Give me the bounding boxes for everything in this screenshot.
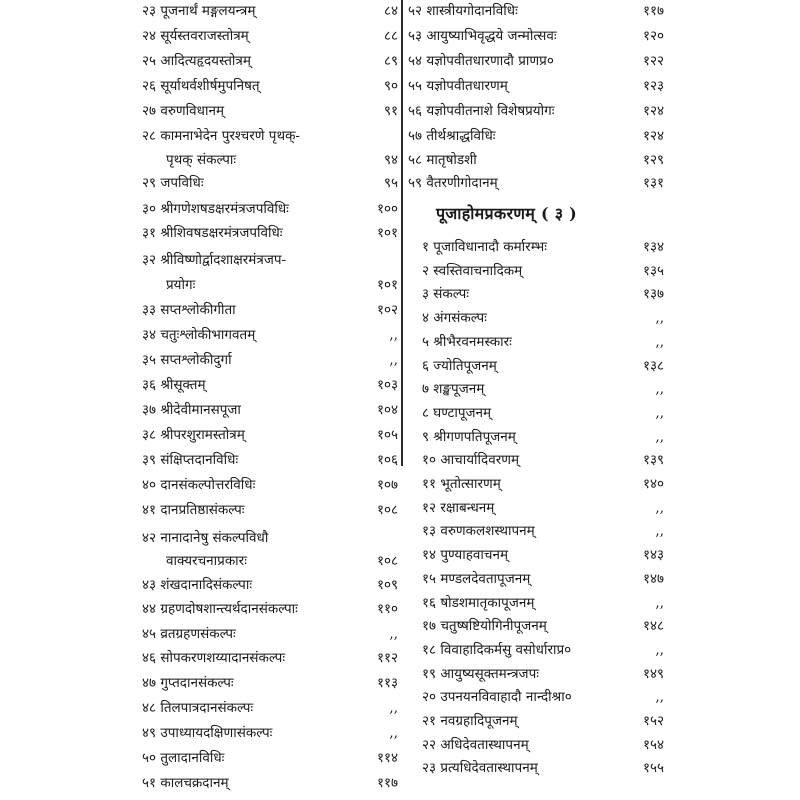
toc-entry-page: ,, (389, 352, 398, 368)
toc-entry-title: २६ सूर्याथर्वशीर्षमुपनिषत् (142, 78, 260, 94)
toc-entry-title: १८ विवाहादिकर्मसु वसोर्धाराप्र० (422, 642, 572, 658)
toc-entry-title: २५ आदित्यहृदयस्तोत्रम् (142, 53, 251, 69)
toc-entry-page: ,, (655, 595, 664, 611)
toc-entry-page: ,, (655, 310, 664, 326)
toc-entry (108, 326, 398, 344)
toc-entry-page: ११७ (376, 775, 398, 791)
toc-entry-title: ११ भूतोत्सारणम् (422, 476, 501, 492)
toc-entry (408, 546, 664, 564)
toc-entry (408, 665, 664, 683)
toc-entry (108, 501, 398, 519)
toc-entry (108, 529, 398, 547)
toc-entry (408, 570, 664, 588)
toc-entry-page: १०८ (376, 553, 398, 569)
toc-entry (108, 451, 398, 469)
toc-entry-page: १३९ (642, 452, 664, 468)
toc-entry (408, 522, 664, 540)
toc-entry-page: १०३ (376, 377, 398, 393)
toc-entry (408, 594, 664, 612)
toc-entry-page: १०९ (376, 577, 398, 593)
toc-entry (408, 451, 664, 469)
toc-entry-title: ४९ उपाध्यायदक्षिणासंकल्पः (142, 725, 273, 741)
toc-entry (408, 262, 664, 280)
toc-entry-title: ४३ शंखदानादिसंकल्पाः (142, 577, 253, 593)
toc-entry-page: ,, (389, 626, 398, 642)
toc-entry (108, 102, 398, 120)
toc-entry-page: ११४ (376, 750, 398, 766)
toc-entry-title: प्रयोगः (166, 277, 196, 293)
toc-entry-page: ,, (655, 500, 664, 516)
toc-entry-title: ५२ शास्त्रीयगोदानविधिः (408, 3, 518, 19)
toc-entry (108, 351, 398, 369)
toc-entry-page: ८४ (383, 3, 398, 19)
toc-entry (408, 428, 664, 446)
toc-entry-page: १२० (642, 28, 664, 44)
toc-entry-title: वाक्यरचनाप्रकारः (166, 553, 247, 569)
toc-entry-page: ,, (655, 429, 664, 445)
toc-entry-page: १०१ (376, 277, 398, 293)
toc-entry-title: पृथक् संकल्पाः (166, 152, 237, 168)
toc-entry-title: ५५ यज्ञोपवीतधारणम् (408, 78, 508, 94)
toc-entry (408, 759, 664, 777)
toc-entry-title: ४१ दानप्रतिष्ठासंकल्पः (142, 502, 245, 518)
toc-entry-title: १३ वरुणकलशस्थापनम् (422, 523, 535, 539)
toc-entry-title: ५७ तीर्थश्राद्धविधिः (408, 128, 496, 144)
toc-entry-title: १ पूजाविधानादौ कर्मारम्भः (422, 239, 547, 255)
toc-entry (108, 426, 398, 444)
toc-entry (408, 285, 664, 303)
toc-entry-page: १५२ (642, 713, 664, 729)
toc-entry-page: १४८ (642, 618, 664, 634)
toc-entry-page: ,, (655, 405, 664, 421)
toc-entry-page: १४३ (642, 547, 664, 563)
toc-entry-title: ५४ यज्ञोपवीतधारणादौ प्राणप्र० (408, 53, 554, 69)
toc-entry (408, 333, 664, 351)
toc-entry-page: १२४ (642, 103, 664, 119)
toc-entry-page: ९० (383, 78, 398, 94)
toc-entry-page: १२३ (642, 78, 664, 94)
toc-entry (108, 674, 398, 692)
toc-entry-title: २३ प्रत्यधिदेवतास्थापनम् (422, 760, 538, 776)
toc-entry (108, 774, 398, 792)
toc-entry-page: १३७ (642, 286, 664, 302)
toc-entry (108, 724, 398, 742)
toc-entry-page: ,, (655, 642, 664, 658)
toc-entry (108, 251, 398, 269)
toc-entry (408, 357, 664, 375)
toc-entry (108, 600, 398, 618)
toc-entry (408, 499, 664, 517)
toc-entry-title: ५ श्रीभैरवनमस्कारः (422, 334, 512, 350)
toc-entry (408, 102, 664, 120)
toc-entry (108, 749, 398, 767)
toc-entry-title: ४८ तिलपात्रदानसंकल्पः (142, 700, 254, 716)
toc-entry-title: ३९ संक्षिप्तदानविधिः (142, 452, 239, 468)
toc-entry-title: ८ घण्टापूजनम् (422, 405, 492, 421)
toc-entry-title: ५३ आयुष्याभिवृद्धये जन्मोत्सवः (408, 28, 557, 44)
toc-entry-title: ४७ गुप्तदानसंकल्पः (142, 675, 234, 691)
toc-entry-page: १२२ (642, 53, 664, 69)
toc-entry-page: ,, (655, 334, 664, 350)
toc-entry-page: १३५ (642, 263, 664, 279)
toc-entry-title: १६ षोडशमातृकापूजनम् (422, 595, 535, 611)
toc-entry-title: ७ शङ्खपूजनम् (422, 381, 485, 397)
toc-entry (408, 475, 664, 493)
toc-entry (108, 200, 398, 218)
toc-entry (108, 52, 398, 70)
toc-entry-page: ,, (389, 725, 398, 741)
column-divider (401, 0, 403, 466)
toc-entry-page: १४९ (642, 666, 664, 682)
toc-entry (408, 380, 664, 398)
toc-entry (108, 552, 398, 570)
toc-entry-page: ११२ (376, 650, 398, 666)
toc-entry-page: ९४ (383, 152, 398, 168)
toc-entry-title: ३५ सप्तश्लोकीदुर्गा (142, 352, 232, 368)
toc-entry-title: १० आचार्यादिवरणम् (422, 452, 520, 468)
toc-entry (408, 77, 664, 95)
toc-entry (108, 401, 398, 419)
toc-entry-title: ३६ श्रीसूक्तम् (142, 377, 206, 393)
toc-entry-title: ४२ नानादानेषु संकल्पविधौ (142, 530, 269, 546)
toc-entry (408, 736, 664, 754)
toc-entry-page: ११० (376, 601, 398, 617)
toc-entry-page: १०४ (376, 402, 398, 418)
toc-entry-page: १२४ (642, 128, 664, 144)
toc-entry-title: ५९ वैतरणीगोदानम् (408, 175, 498, 191)
toc-entry-title: २३ पूजनार्थं मङ्गलयन्त्रम् (142, 3, 256, 19)
toc-entry (108, 2, 398, 20)
toc-entry (408, 641, 664, 659)
toc-entry-title: २ स्वस्तिवाचनादिकम् (422, 263, 523, 279)
toc-entry-title: ३१ श्रीशिवषडक्षरमंत्रजपविधिः (142, 225, 283, 241)
toc-entry-page: १३८ (642, 358, 664, 374)
toc-entry-title: ३० श्रीगणेशषडक्षरमंत्रजपविधिः (142, 201, 289, 217)
toc-entry-page: १३१ (642, 175, 664, 191)
toc-entry-title: १२ रक्षाबन्धनम् (422, 500, 495, 516)
toc-entry-page: ११३ (376, 675, 398, 691)
toc-entry (408, 238, 664, 256)
toc-entry (108, 151, 398, 169)
toc-entry-page: ,, (655, 523, 664, 539)
toc-entry (108, 476, 398, 494)
toc-entry-title: ९ श्रीगणपतिपूजनम् (422, 429, 516, 445)
toc-entry (108, 224, 398, 242)
toc-entry (408, 309, 664, 327)
toc-entry-title: २१ नवग्रहादिपूजनम् (422, 713, 518, 729)
toc-entry (408, 174, 664, 192)
toc-entry-title: २० उपनयनविवाहादौ नान्दीश्रा० (422, 689, 572, 705)
toc-entry (408, 617, 664, 635)
toc-entry-title: १९ आयुष्यसूक्तमन्त्रजपः (422, 666, 539, 682)
toc-entry-page: ८८ (383, 28, 398, 44)
toc-entry (408, 27, 664, 45)
toc-entry-page: १५५ (642, 760, 664, 776)
toc-entry-title: ४४ ग्रहणदोषशान्त्यर्थदानसंकल्पाः (142, 601, 298, 617)
toc-entry (108, 127, 398, 145)
toc-entry-title: १४ पुण्याहवाचनम् (422, 547, 509, 563)
toc-entry-title: २८ कामनाभेदेन पुरश्चरणे पृथक्- (142, 128, 300, 144)
toc-entry-title: ३७ श्रीदेवीमानसपूजा (142, 402, 241, 418)
toc-entry-page: ,, (389, 327, 398, 343)
toc-entry-title: ३४ चतुःश्लोकीभागवतम् (142, 327, 256, 343)
toc-entry-page: १०१ (376, 225, 398, 241)
toc-entry (408, 151, 664, 169)
toc-entry-title: ५८ मातृषोडशी (408, 152, 477, 168)
toc-entry-page: १५४ (642, 737, 664, 753)
toc-entry (108, 174, 398, 192)
toc-entry-page: ,, (389, 700, 398, 716)
toc-entry-page: १०२ (376, 302, 398, 318)
toc-entry-page: १०६ (376, 452, 398, 468)
toc-entry-page: १०७ (376, 477, 398, 493)
toc-entry (108, 699, 398, 717)
toc-entry-title: ३८ श्रीपरशुरामस्तोत्रम् (142, 427, 245, 443)
section-heading: पूजाहोमप्रकरणम् ( ३ ) (436, 204, 578, 223)
toc-entry-page: ,, (655, 689, 664, 705)
toc-entry-title: १५ मण्डलदेवतापूजनम् (422, 571, 531, 587)
toc-entry-title: १७ चतुष्षष्टियोगिनीपूजनम् (422, 618, 547, 634)
toc-entry-title: ४६ सोपकरणशय्यादानसंकल्पः (142, 650, 286, 666)
toc-entry-page: ११७ (642, 3, 664, 19)
toc-entry-page: १०८ (376, 502, 398, 518)
toc-entry-page: १०० (376, 201, 398, 217)
toc-entry (408, 2, 664, 20)
toc-entry-page: ९१ (383, 103, 398, 119)
toc-entry (408, 127, 664, 145)
toc-entry (108, 649, 398, 667)
toc-entry (408, 688, 664, 706)
toc-entry-title: २७ वरुणविधानम् (142, 103, 225, 119)
toc-entry-title: ३२ श्रीविष्णोर्द्वादशाक्षरमंत्रजप- (142, 252, 287, 268)
toc-entry-title: २९ जपविधिः (142, 175, 204, 191)
toc-entry (408, 712, 664, 730)
toc-entry-title: ३ संकल्पः (422, 286, 469, 302)
toc-entry (108, 276, 398, 294)
toc-entry-title: ५६ यज्ञोपवीतनाशे विशेषप्रयोगः (408, 103, 555, 119)
toc-entry-page: १४७ (642, 571, 664, 587)
toc-entry-title: ४५ व्रतग्रहणसंकल्पः (142, 626, 236, 642)
toc-entry (108, 27, 398, 45)
toc-entry-page: १२९ (642, 152, 664, 168)
toc-entry-title: ४ अंगसंकल्पः (422, 310, 487, 326)
toc-entry-page: १०५ (376, 427, 398, 443)
toc-entry (108, 77, 398, 95)
toc-entry-title: ४० दानसंकल्पोत्तरविधिः (142, 477, 256, 493)
toc-entry-page: ९५ (383, 175, 398, 191)
toc-entry-title: २२ अधिदेवतास्थापनम् (422, 737, 529, 753)
toc-entry-page: ,, (655, 381, 664, 397)
toc-entry (108, 376, 398, 394)
toc-entry-title: २४ सूर्यस्तवराजस्तोत्रम् (142, 28, 249, 44)
toc-entry-page: ८९ (383, 53, 398, 69)
toc-entry (108, 625, 398, 643)
toc-entry (108, 301, 398, 319)
toc-entry-page: १४० (642, 476, 664, 492)
toc-entry (408, 52, 664, 70)
toc-entry-title: ५१ कालचक्रदानम् (142, 775, 229, 791)
toc-entry (108, 576, 398, 594)
toc-entry-title: ३३ सप्तश्लोकीगीता (142, 302, 236, 318)
toc-entry-page: १३४ (642, 239, 664, 255)
toc-entry (408, 404, 664, 422)
toc-entry-title: ५० तुलादानविधिः (142, 750, 225, 766)
toc-entry-title: ६ ज्योतिपूजनम् (422, 358, 497, 374)
